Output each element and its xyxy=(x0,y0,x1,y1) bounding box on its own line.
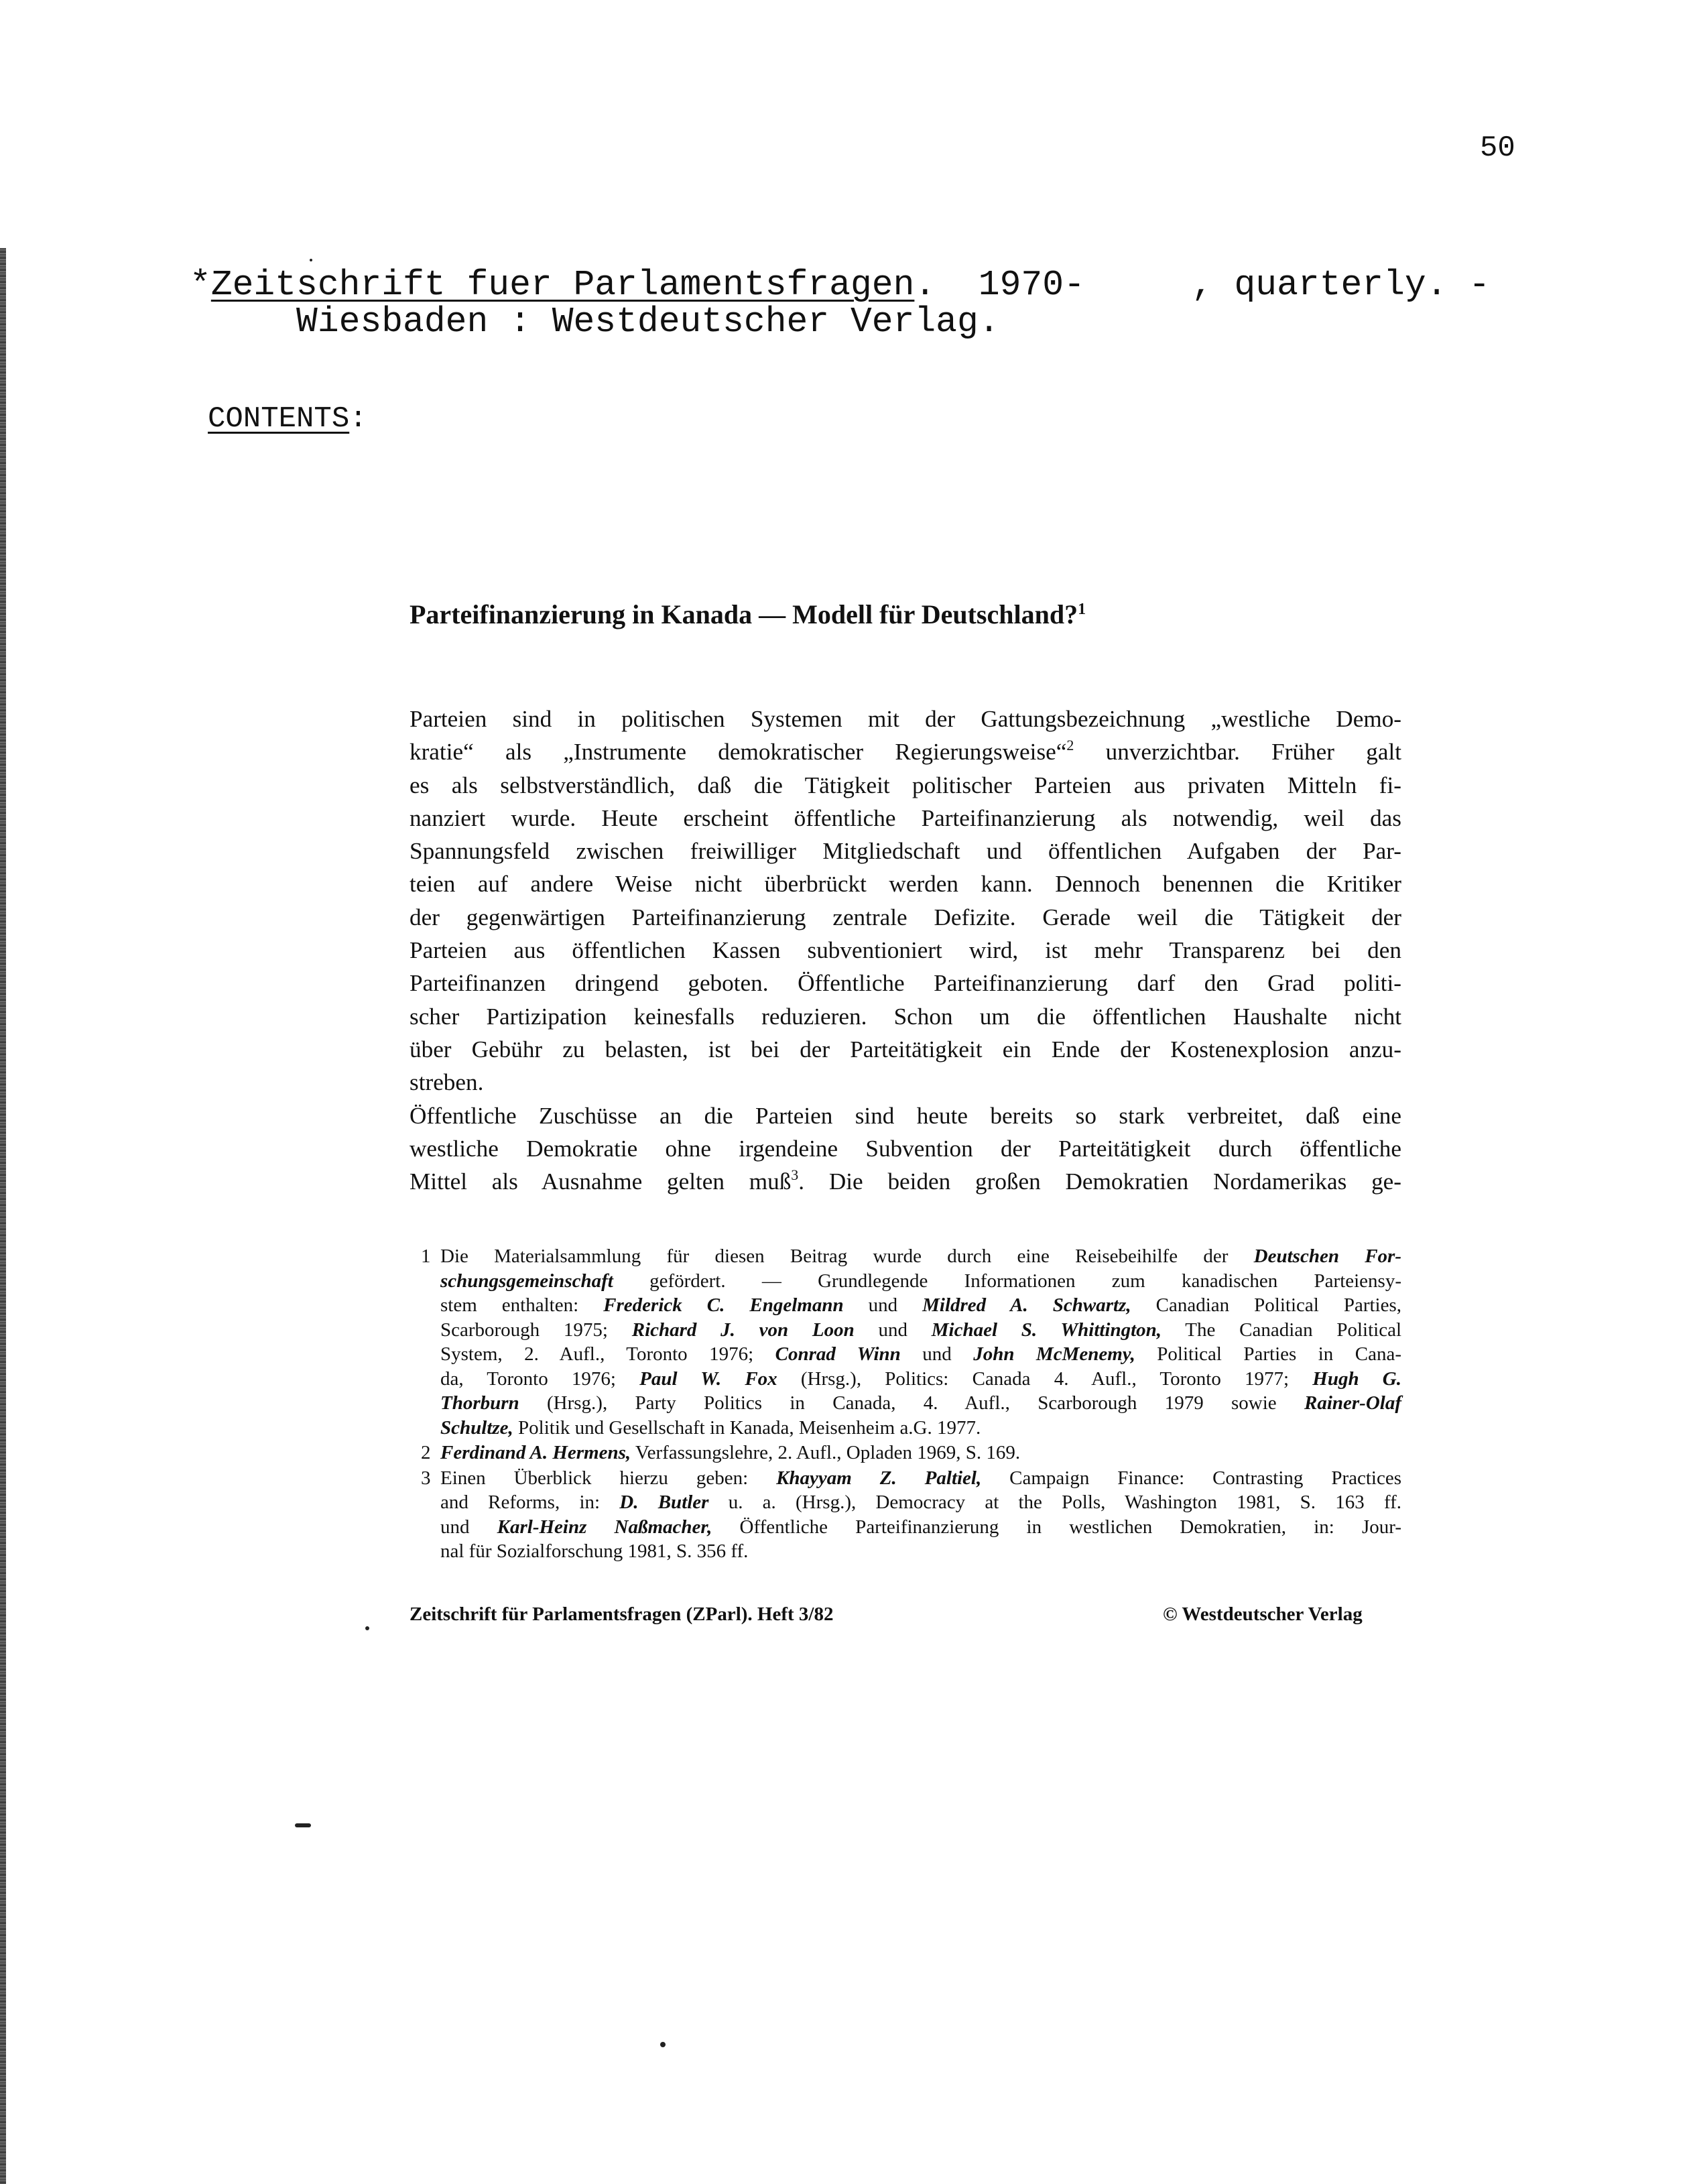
body-line xyxy=(410,802,1401,835)
footnote-text: und xyxy=(440,1516,497,1538)
body-line-text: . Die beiden großen Demokratien Nordamerikas ge- xyxy=(798,1168,1401,1195)
footnote-line xyxy=(440,1293,1401,1318)
catalog-publisher: Wiesbaden : Westdeutscher Verlag. xyxy=(190,302,1000,342)
body-line-text: Parteien aus öffentlichen Kassen subventioniert wird, ist mehr Transparenz bei den xyxy=(410,937,1401,964)
body-line xyxy=(410,867,1401,900)
footnote-text: Politik und Gesellschaft in Kanada, Meisenheim a.G. 1977. xyxy=(513,1416,981,1439)
footnote-text: Campaign Finance: Contrasting Practices xyxy=(981,1467,1401,1489)
body-line xyxy=(410,769,1401,802)
body-line-text: westliche Demokratie ohne irgendeine Subvention der Parteitätigkeit durch öffentliche xyxy=(410,1135,1401,1162)
footnote-text: und xyxy=(843,1294,923,1316)
footnote-3 xyxy=(421,1466,1401,1564)
footnote-text: stem enthalten: xyxy=(440,1294,604,1316)
body-line-text: der gegenwärtigen Parteifinanzierung zentrale Defizite. Gerade weil die Tätigkeit der xyxy=(410,904,1401,930)
body-line-text: über Gebühr zu belasten, ist bei der Parteitätigkeit ein Ende der Kostenexplosion anzu- xyxy=(410,1036,1401,1063)
body-line-text: scher Partizipation keinesfalls reduzieren. Schon um die öffentlichen Haushalte nicht xyxy=(410,1003,1401,1030)
footnote-author: D. Butler xyxy=(619,1492,709,1513)
footnote-line xyxy=(440,1391,1401,1416)
body-line xyxy=(410,835,1401,867)
footnote-author: Schultze, xyxy=(440,1416,513,1439)
footnote-text: (Hrsg.), Politics: Canada 4. Aufl., Toronto 1977; xyxy=(777,1368,1313,1390)
footnote-author: Conrad Winn xyxy=(775,1343,901,1365)
footnote-author: Richard J. von Loon xyxy=(631,1319,855,1341)
footnote-author: John McMenemy, xyxy=(973,1343,1135,1365)
footnote-text: Verfassungslehre, 2. Aufl., Opladen 1969, S. 169. xyxy=(631,1442,1021,1463)
footnote-line xyxy=(440,1244,1401,1269)
body-line xyxy=(410,1099,1401,1132)
footer-publisher: © Westdeutscher Verlag xyxy=(1163,1603,1363,1625)
footnote-2 xyxy=(421,1441,1401,1465)
footnote-text: Scarborough 1975; xyxy=(440,1319,632,1341)
footnote-number: 2 xyxy=(421,1442,431,1463)
scan-binding-edge xyxy=(0,248,6,2184)
footnote-line xyxy=(440,1515,1401,1540)
footnote-text: (Hrsg.), Party Politics in Canada, 4. Aufl., Scarborough 1979 sowie xyxy=(519,1392,1304,1414)
footnote-line xyxy=(440,1367,1401,1392)
catalog-entry xyxy=(190,265,1491,342)
body-line-text: nanziert wurde. Heute erscheint öffentliche Parteifinanzierung als notwendig, weil das xyxy=(410,804,1401,831)
footnote-line xyxy=(440,1490,1401,1515)
body-line-text: Parteifinanzen dringend geboten. Öffentliche Parteifinanzierung darf den Grad politi- xyxy=(410,970,1401,997)
footnote-author: Hugh G. xyxy=(1312,1368,1401,1390)
footnote-text: System, 2. Aufl., Toronto 1976; xyxy=(440,1343,775,1365)
contents-colon: : xyxy=(349,402,367,436)
body-line-text: Mittel als Ausnahme gelten muß xyxy=(410,1168,792,1195)
footnote-line xyxy=(440,1441,1401,1465)
footnote-author: Michael S. Whittington, xyxy=(931,1319,1162,1341)
contents-heading xyxy=(208,402,367,436)
footnote-text: Öffentliche Parteifinanzierung in westlichen Demokratien, in: Jour- xyxy=(712,1516,1401,1538)
footnote-text: gefördert. — Grundlegende Informationen zum kanadischen Parteiensy- xyxy=(613,1270,1401,1292)
footnote-line xyxy=(440,1269,1401,1294)
body-line xyxy=(410,967,1401,999)
scan-speck xyxy=(310,259,312,261)
footnote-text: da, Toronto 1976; xyxy=(440,1368,640,1390)
article-title xyxy=(410,599,1415,630)
body-line xyxy=(410,1165,1401,1198)
body-line-text: kratie“ als „Instrumente demokratischer Regierungsweise“ xyxy=(410,739,1067,766)
article-title-text: Parteifinanzierung in Kanada — Modell für Deutschland? xyxy=(410,599,1078,629)
footnote-line xyxy=(440,1466,1401,1491)
body-line-text: unverzichtbar. Früher galt xyxy=(1074,739,1401,766)
body-line-text: Öffentliche Zuschüsse an die Parteien sind heute bereits so stark verbreitet, daß eine xyxy=(410,1102,1401,1129)
footnote-text: und xyxy=(900,1343,974,1365)
body-line xyxy=(410,901,1401,934)
body-line-text: streben. xyxy=(410,1069,484,1096)
footnote-author: Deutschen For- xyxy=(1253,1246,1401,1267)
scan-speck xyxy=(660,2042,666,2047)
footnote-author: schungsgemeinschaft xyxy=(440,1270,613,1292)
footnote-author: Khayyam Z. Paltiel, xyxy=(776,1467,982,1489)
footnote-author: Paul W. Fox xyxy=(639,1368,777,1390)
footnote-text: Political Parties in Cana- xyxy=(1135,1343,1401,1365)
body-line xyxy=(410,1000,1401,1033)
footnote-author: Ferdinand A. Hermens, xyxy=(440,1442,631,1463)
body-line-text: Parteien sind in politischen Systemen mit der Gattungsbezeichnung „westliche Demo- xyxy=(410,706,1401,732)
body-line-text: Spannungsfeld zwischen freiwilliger Mitgliedschaft und öffentlichen Aufgaben der Par- xyxy=(410,838,1401,865)
footnote-text: nal für Sozialforschung 1981, S. 356 ff. xyxy=(440,1540,749,1562)
footnote-author: Karl-Heinz Naßmacher, xyxy=(497,1516,712,1538)
footer-journal-issue: Zeitschrift für Parlamentsfragen (ZParl). Heft 3/82 xyxy=(410,1603,834,1625)
body-line xyxy=(410,703,1401,735)
scan-speck xyxy=(365,1626,369,1630)
body-line xyxy=(410,1066,1401,1099)
footnote-author: Mildred A. Schwartz, xyxy=(922,1294,1131,1316)
body-line xyxy=(410,1033,1401,1066)
body-line xyxy=(410,1132,1401,1165)
footnote-author: Frederick C. Engelmann xyxy=(603,1294,844,1316)
body-line-text: es als selbstverständlich, daß die Tätigkeit politischer Parteien aus privaten Mitteln fi- xyxy=(410,772,1401,798)
body-line xyxy=(410,735,1401,768)
footnotes xyxy=(421,1244,1401,1565)
footnote-line xyxy=(440,1416,1401,1441)
footnote-text: Canadian Political Parties, xyxy=(1131,1294,1401,1316)
footnote-ref: 2 xyxy=(1066,737,1074,754)
footnote-line xyxy=(440,1318,1401,1343)
footnote-line xyxy=(440,1539,1401,1564)
footnote-1 xyxy=(421,1244,1401,1440)
scan-speck xyxy=(295,1823,311,1827)
catalog-asterisk: * xyxy=(190,265,211,305)
journal-title: Zeitschrift fuer Parlamentsfragen xyxy=(210,265,915,305)
footnote-ref: 3 xyxy=(791,1166,799,1184)
footnote-number: 3 xyxy=(421,1467,431,1489)
footnote-text: u. a. (Hrsg.), Democracy at the Polls, Washington 1981, S. 163 ff. xyxy=(708,1492,1402,1513)
footnote-text: Die Materialsammlung für diesen Beitrag wurde durch eine Reisebeihilfe der xyxy=(440,1246,1254,1267)
article-title-footnote-ref: 1 xyxy=(1078,601,1086,618)
footnote-text: and Reforms, in: xyxy=(440,1492,620,1513)
footnote-number: 1 xyxy=(421,1246,431,1267)
body-line-text: teien auf andere Weise nicht überbrückt werden kann. Dennoch benennen die Kritiker xyxy=(410,871,1401,898)
footnote-text: und xyxy=(854,1319,932,1341)
footnote-author: Thorburn xyxy=(440,1392,519,1414)
footnote-text: Einen Überblick hierzu geben: xyxy=(440,1467,777,1489)
catalog-details: . 1970- , quarterly. - xyxy=(914,265,1491,305)
article-body xyxy=(410,703,1401,1198)
page-number: 50 xyxy=(1480,131,1515,165)
footnote-author: Rainer-Olaf xyxy=(1304,1392,1401,1414)
footnote-line xyxy=(440,1342,1401,1367)
footnote-text: The Canadian Political xyxy=(1162,1319,1402,1341)
body-line xyxy=(410,934,1401,967)
contents-label: CONTENTS xyxy=(208,402,350,436)
